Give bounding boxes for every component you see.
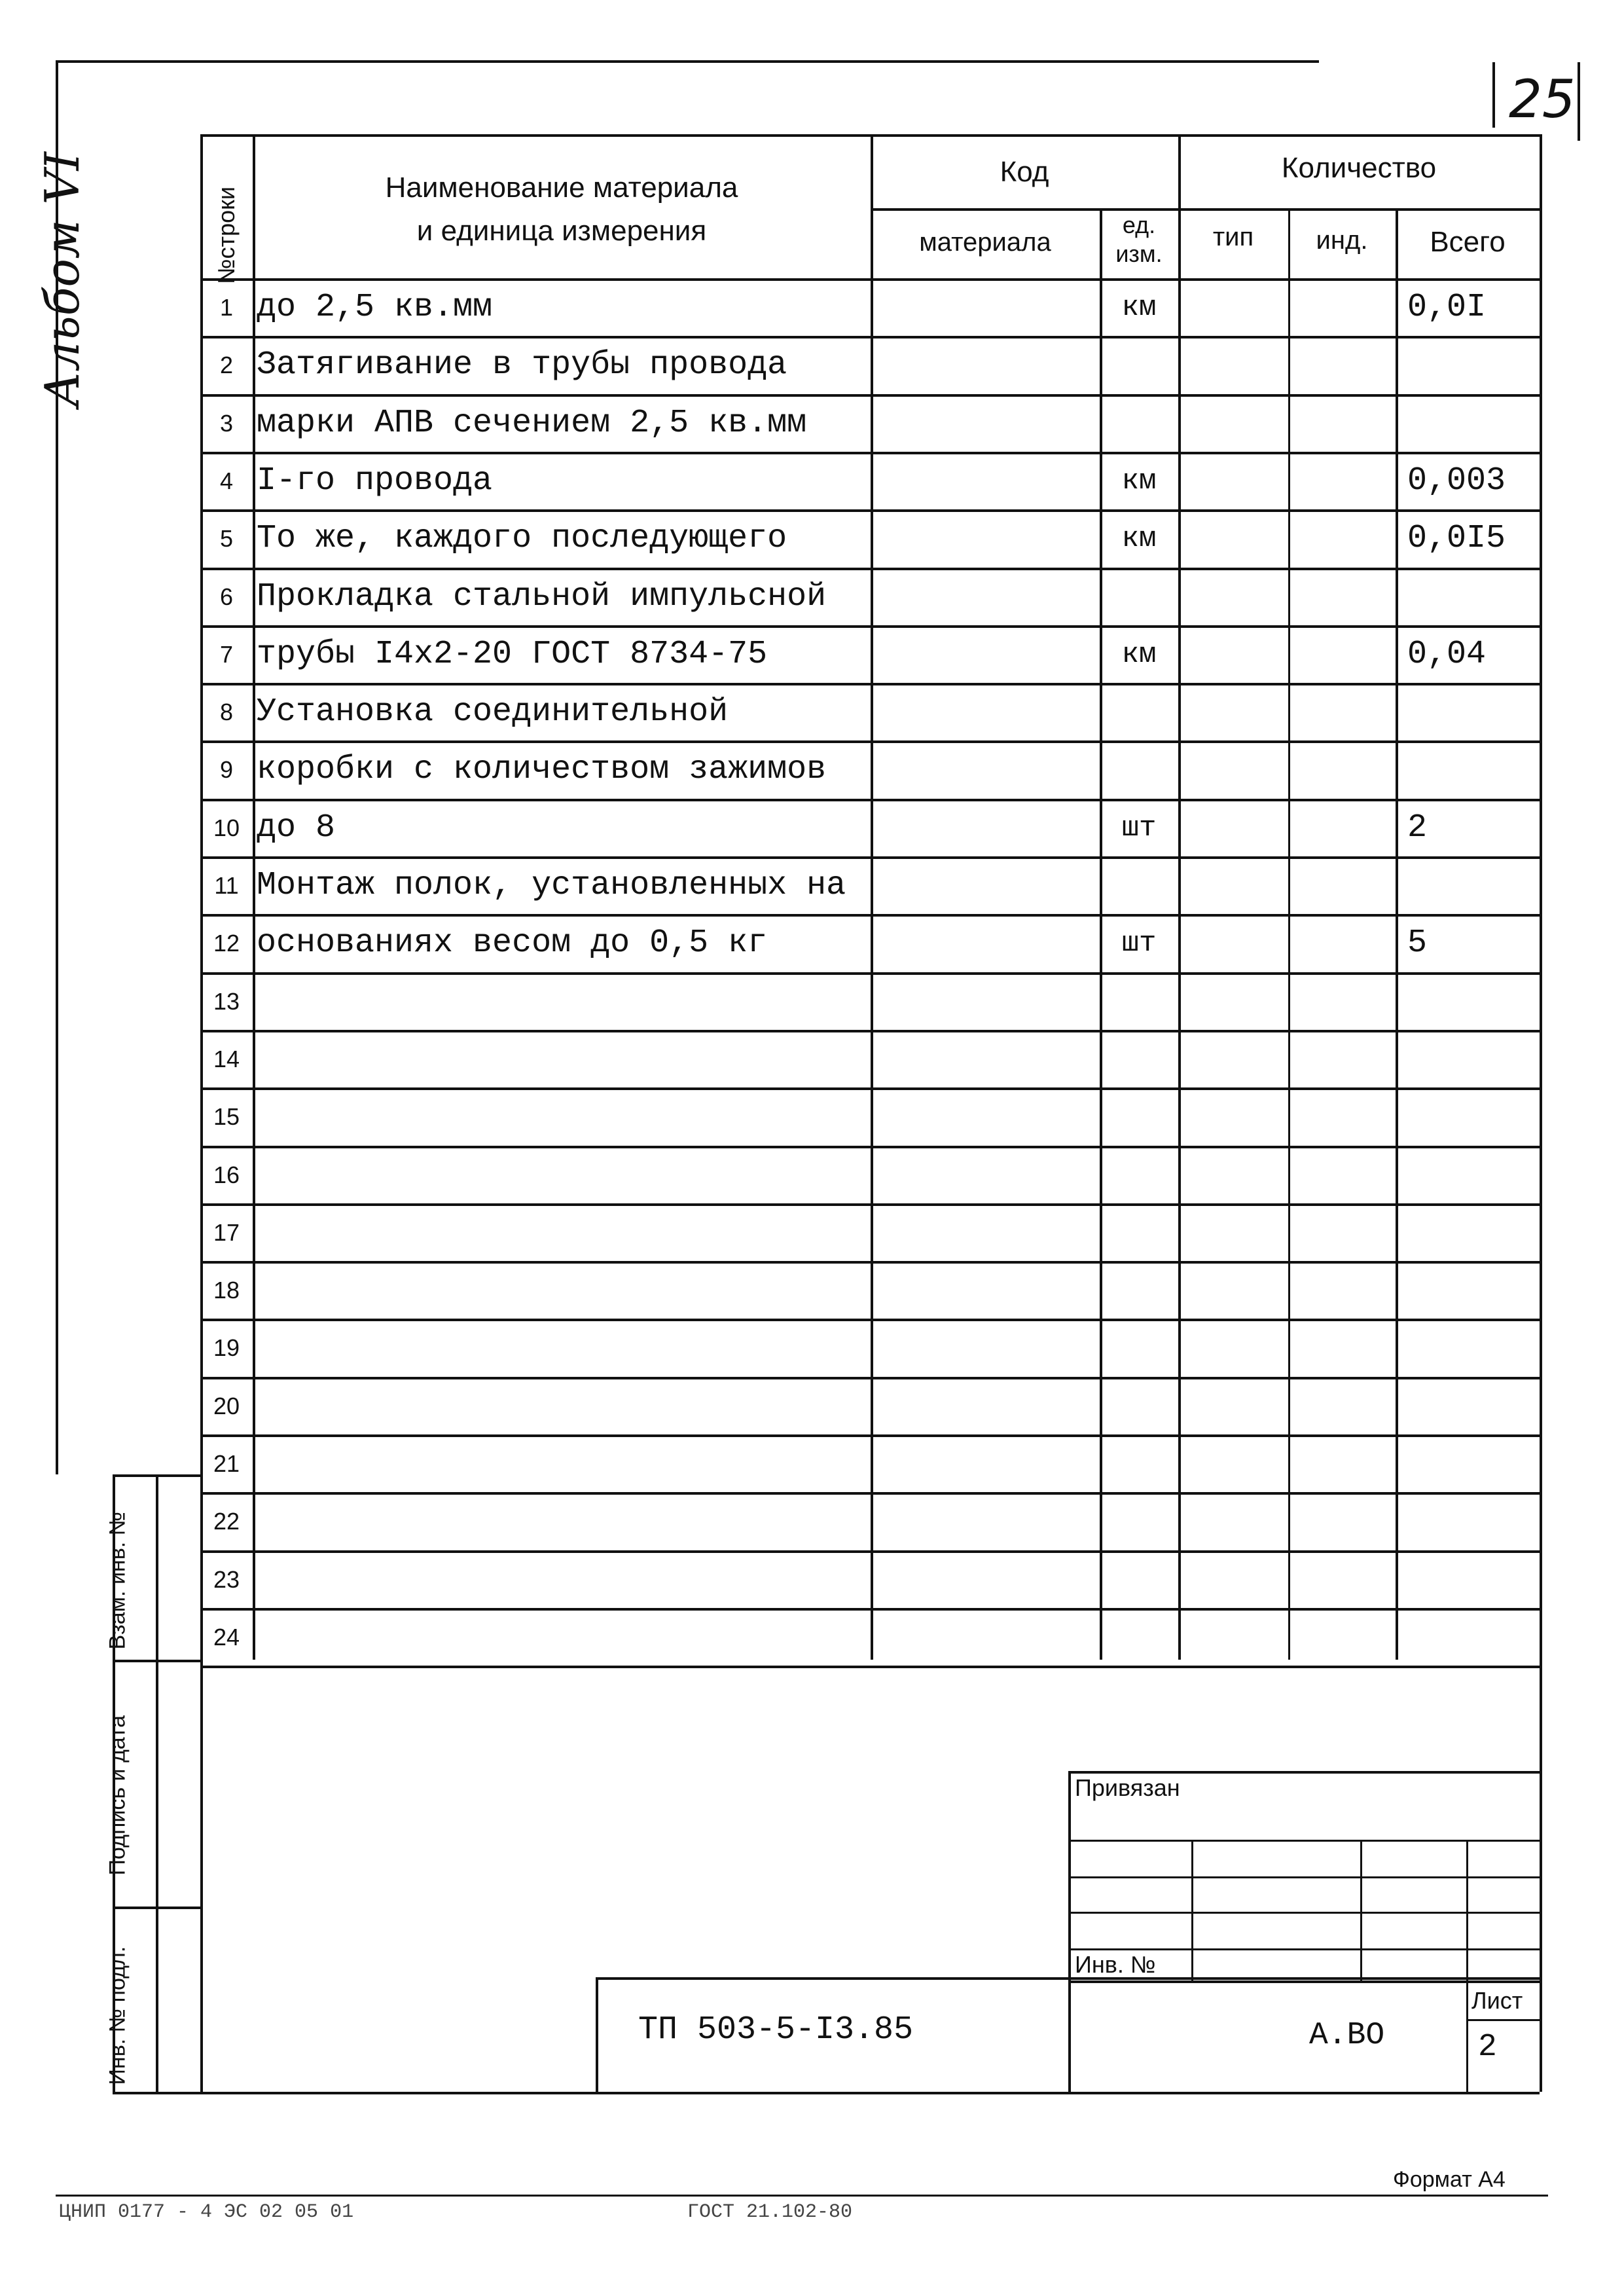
row-unit: км [1121,464,1157,498]
album-label: Альбом VI [35,152,90,407]
row-number: 11 [214,872,239,899]
row-unit: км [1121,291,1157,324]
row-number: 2 [219,352,234,379]
row-number: 5 [219,525,234,553]
row-number: 23 [213,1565,240,1593]
stamp-vsep2 [1360,1840,1362,1980]
doc-code: ТП 503-5-I3.85 [638,2011,914,2049]
page-right-edge [1578,62,1580,141]
side-label-inv-podl: Инв. № подл. [105,1946,130,2085]
footer-left: ЦНИП 0177 - 4 ЭС 02 05 01 [59,2201,354,2223]
row-material-name: I-го провода [257,462,493,500]
row-number: 6 [219,583,234,610]
row-material-name: трубы I4х2-20 ГОСТ 8734-75 [257,635,768,673]
stamp-inv-no: Инв. № [1075,1951,1156,1978]
row-material-name: Затягивание в трубы провода [257,346,787,384]
header-row-no: №строки [213,186,240,284]
stamp-privyazan: Привязан [1075,1774,1180,1801]
sheet-label-line [1466,2019,1540,2021]
col-material-left [871,134,873,1660]
stamp-vsep3 [1466,1840,1468,2092]
stamp-left [1068,1771,1071,2092]
row-number: 24 [213,1623,240,1651]
row-number: 10 [213,814,240,841]
row-divider [200,1319,1540,1321]
row-number: 3 [219,409,234,437]
stamp-line5 [1068,1980,1540,1983]
row-divider [200,856,1540,859]
row-material-name: Прокладка стальной импульсной [257,577,827,615]
row-divider [200,509,1540,512]
row-material-name: То же, каждого последующего [257,520,787,558]
row-divider [200,972,1540,975]
footer-format: Формат А4 [1393,2167,1506,2192]
row-divider [200,1608,1540,1611]
table-top [200,134,1540,137]
col-ind-left [1288,210,1290,1660]
row-number: 15 [213,1103,240,1131]
footer-middle: ГОСТ 21.102-80 [687,2201,853,2223]
row-material-name: до 2,5 кв.мм [257,289,493,326]
side-col-sep1 [113,1660,200,1662]
page-number: 25 [1509,69,1576,130]
row-number: 20 [213,1392,240,1419]
col-total-left [1396,210,1398,1660]
row-total: 0,0I5 [1407,520,1506,558]
row-number: 13 [213,987,240,1015]
title-block-left [596,1977,598,2092]
row-material-name: марки АПВ сечением 2,5 кв.мм [257,404,807,442]
row-divider [200,394,1540,397]
row-material-name: Установка соединительной [257,693,729,731]
table-right [1540,134,1542,2092]
row-divider [200,1030,1540,1032]
row-divider [200,336,1540,338]
sheet-number: 2 [1478,2030,1497,2065]
header-code: Код [1000,156,1049,188]
row-divider [200,1492,1540,1495]
row-number: 22 [213,1508,240,1535]
header-name-line1: Наименование материала [385,172,738,204]
side-label-vzam: Взам. инв. № [105,1511,130,1650]
row-unit: км [1121,638,1157,671]
header-qty-total: Всего [1430,226,1506,258]
row-material-name: основаниях весом до 0,5 кг [257,924,768,962]
row-total: 0,003 [1407,462,1506,500]
row-unit: км [1121,522,1157,556]
row-divider [200,625,1540,628]
row-total: 5 [1407,924,1428,962]
row-divider [200,1550,1540,1553]
row-divider [200,740,1540,743]
row-number: 16 [213,1161,240,1188]
row-divider [200,683,1540,685]
stamp-line2 [1068,1876,1540,1878]
page-number-divider [1492,62,1495,128]
row-divider [200,1377,1540,1379]
row-divider [200,1087,1540,1090]
header-quantity: Количество [1281,152,1437,184]
row-total: 0,0I [1407,289,1487,326]
row-divider [200,452,1540,454]
side-label-podpis: Подпись и дата [105,1715,130,1876]
header-bottom [200,278,1540,281]
header-mid [871,208,1540,211]
frame-left [56,60,58,1474]
row-number: 17 [213,1218,240,1246]
row-number: 7 [219,640,234,668]
row-unit: шт [1121,811,1157,845]
row-unit: шт [1121,927,1157,960]
row-number: 19 [213,1334,240,1362]
stamp-line1 [1068,1840,1540,1842]
row-number: 8 [219,699,234,726]
row-number: 9 [219,756,234,784]
header-name-line2: и единица измерения [416,215,707,247]
row-total: 2 [1407,809,1428,847]
row-number: 12 [213,930,240,957]
row-divider [200,1203,1540,1206]
header-qty-ind: инд. [1316,226,1368,255]
section-code: А.ВО [1309,2018,1385,2053]
sheet-label: Лист [1471,1987,1523,2014]
stamp-line4 [1068,1948,1540,1950]
row-number: 4 [219,467,234,494]
row-divider [200,914,1540,917]
row-divider [200,1261,1540,1264]
row-divider [200,1666,1540,1668]
footer-rule [56,2195,1548,2197]
title-block-top [596,1977,1540,1980]
row-divider [200,568,1540,570]
row-total: 0,04 [1407,635,1487,673]
row-divider [200,1146,1540,1148]
page-bottom [113,2092,1540,2094]
header-code-unit: ед. изм. [1115,211,1163,267]
stamp-top [1068,1771,1540,1774]
header-qty-type: тип [1212,223,1254,251]
row-number: 21 [213,1450,240,1477]
row-divider [200,1434,1540,1437]
row-number: 14 [213,1045,240,1072]
row-material-name: до 8 [257,809,336,847]
side-col-inner [156,1474,158,2092]
row-material-name: Монтаж полок, установленных на [257,867,846,904]
row-divider [200,799,1540,801]
side-col-sep2 [113,1907,200,1909]
col-name-left [253,134,255,1660]
row-number: 1 [219,294,234,321]
header-code-material: материала [919,228,1051,257]
row-material-name: коробки с количеством зажимов [257,751,827,789]
stamp-vsep1 [1191,1840,1193,1980]
stamp-line3 [1068,1912,1540,1914]
col-type-left [1178,134,1181,1660]
row-number: 18 [213,1277,240,1304]
frame-top [56,60,1319,63]
